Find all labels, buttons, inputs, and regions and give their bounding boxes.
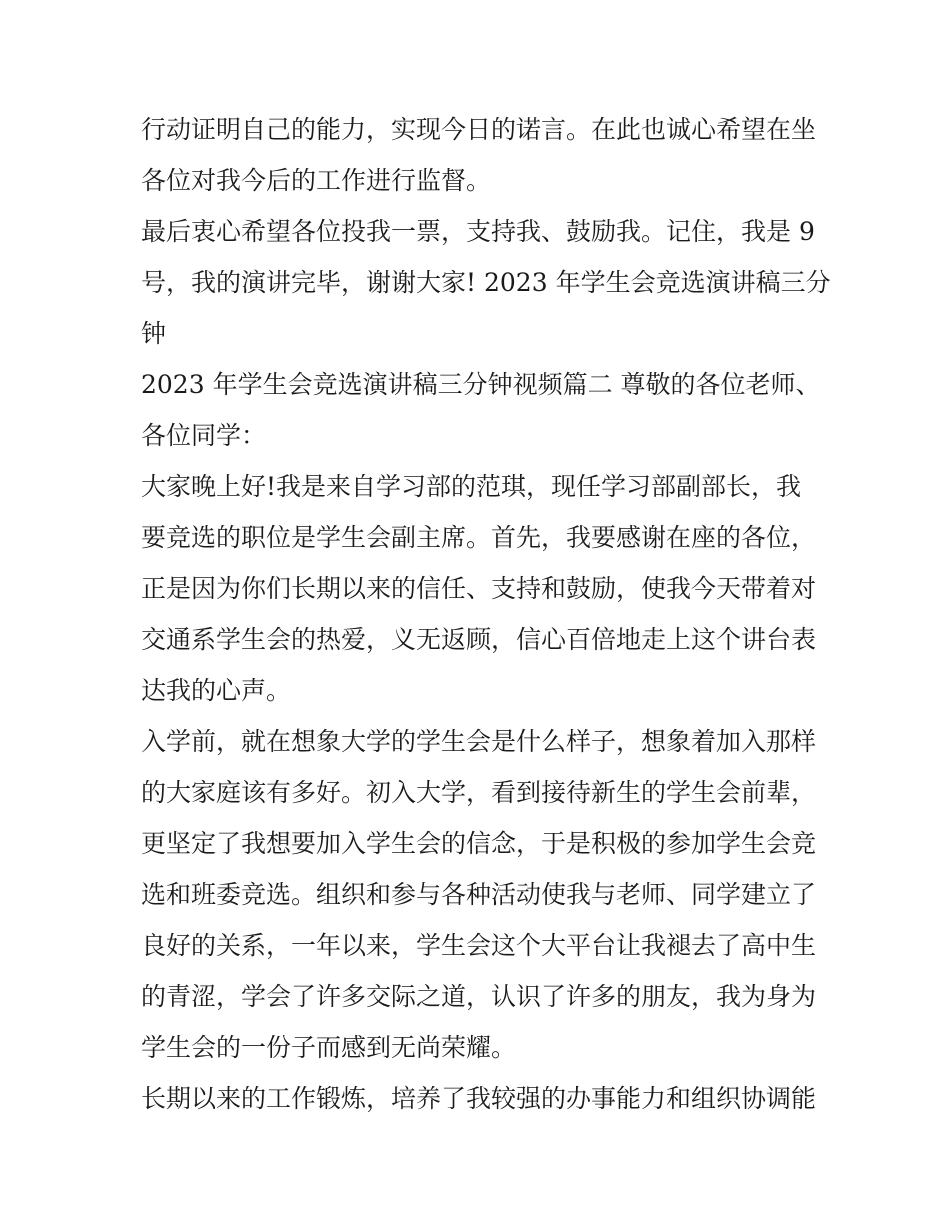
text-line: 要竞选的职位是学生会副主席。首先，我要感谢在座的各位， [141, 523, 817, 552]
text-line: 行动证明自己的能力，实现今日的诺言。在此也诚心希望在坐 [141, 115, 817, 144]
text-line: 大家晚上好!我是来自学习部的范琪，现任学习部副部长，我 [141, 472, 802, 501]
document-body [141, 104, 831, 1124]
text-line: 更坚定了我想要加入学生会的信念，于是积极的参加学生会竞 [141, 829, 817, 858]
text-line: 选和班委竞选。组织和参与各种活动使我与老师、同学建立了 [141, 880, 817, 909]
text-line: 2023 年学生会竞选演讲稿三分钟视频篇二 尊敬的各位老师、 [141, 370, 821, 399]
text-line: 达我的心声。 [141, 676, 292, 705]
text-line: 的青涩，学会了许多交际之道，认识了许多的朋友，我为身为 [141, 982, 817, 1011]
text-line: 各位对我今后的工作进行监督。 [141, 166, 492, 195]
text-line: 长期以来的工作锻炼，培养了我较强的办事能力和组织协调能 [141, 1084, 817, 1113]
text-line: 最后衷心希望各位投我一票，支持我、鼓励我。记住，我是 9 [141, 217, 815, 246]
text-line: 良好的关系，一年以来，学生会这个大平台让我褪去了高中生 [141, 931, 817, 960]
text-line: 入学前，就在想象大学的学生会是什么样子，想象着加入那样 [141, 727, 817, 756]
text-line: 学生会的一份子而感到无尚荣耀。 [141, 1033, 517, 1062]
text-line: 各位同学： [141, 421, 267, 450]
text-line: 号，我的演讲完毕，谢谢大家! 2023 年学生会竞选演讲稿三分 [141, 268, 831, 297]
text-line: 的大家庭该有多好。初入大学，看到接待新生的学生会前辈， [141, 778, 817, 807]
text-line: 钟 [141, 319, 167, 348]
text-line: 交通系学生会的热爱，义无返顾，信心百倍地走上这个讲台表 [141, 625, 817, 654]
text-line: 正是因为你们长期以来的信任、支持和鼓励，使我今天带着对 [141, 574, 817, 603]
